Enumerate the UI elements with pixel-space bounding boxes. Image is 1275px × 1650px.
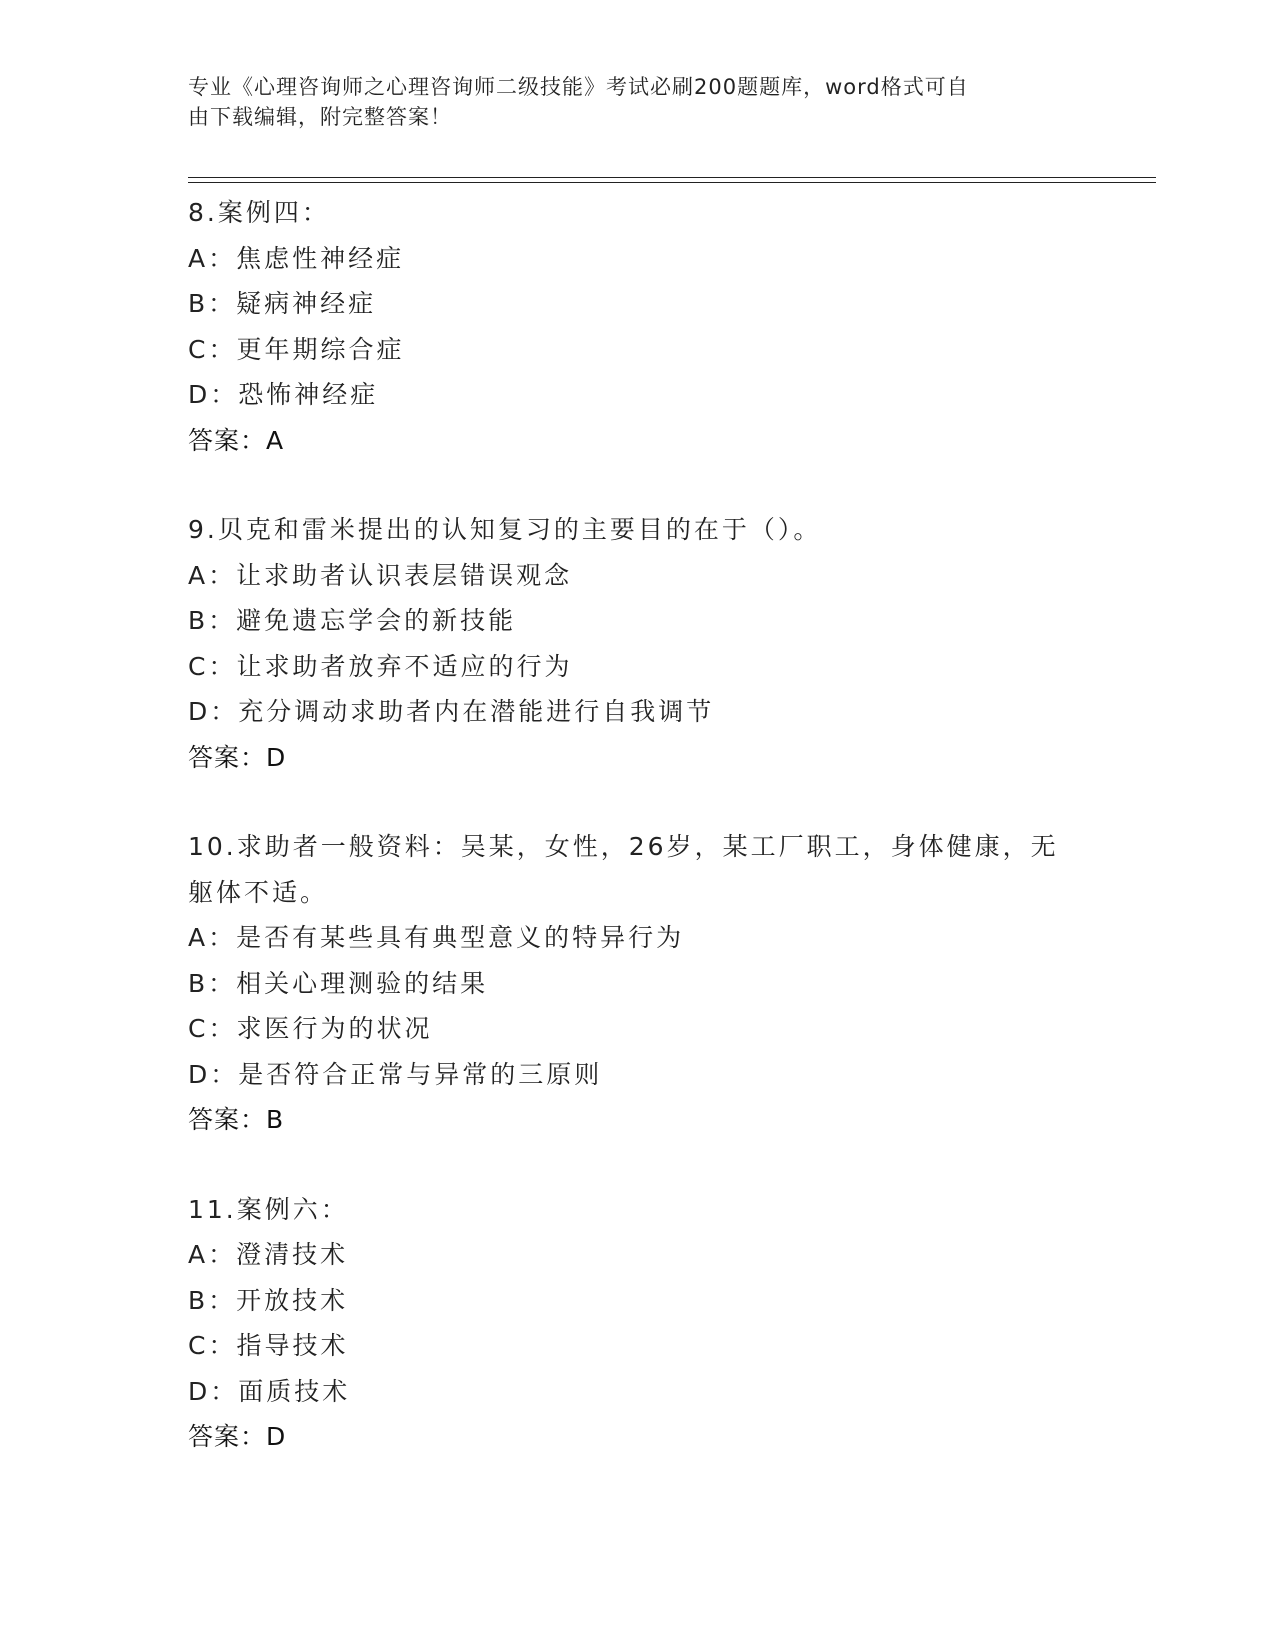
option-a: A：是否有某些具有典型意义的特异行为 [188, 923, 685, 952]
option-a: A：澄清技术 [188, 1240, 349, 1269]
question-stem: 11.案例六： [188, 1194, 349, 1224]
option-b: B：相关心理测验的结果 [188, 968, 489, 998]
question-list [188, 190, 1088, 1504]
header-divider-bottom [188, 182, 1156, 183]
question-stem-continued: 躯体不适。 [188, 877, 329, 907]
question-stem: 10.求助者一般资料：吴某，女性，26岁，某工厂职工，身体健康，无 [188, 832, 1059, 861]
question-9 [188, 507, 1088, 780]
document-header [188, 72, 1088, 132]
option-c: C：指导技术 [188, 1331, 349, 1360]
option-c: C：更年期综合症 [188, 334, 405, 364]
option-d: D：面质技术 [188, 1376, 351, 1406]
answer-label: 答案：D [188, 1422, 287, 1451]
question-8 [188, 190, 1088, 463]
option-c: C：求医行为的状况 [188, 1014, 433, 1043]
question-stem: 9.贝克和雷米提出的认知复习的主要目的在于（）。 [188, 515, 822, 544]
question-stem: 8.案例四： [188, 198, 330, 227]
question-11 [188, 1187, 1088, 1460]
header-divider-top [188, 177, 1156, 178]
option-c: C：让求助者放弃不适应的行为 [188, 651, 573, 681]
answer-label: 答案：A [188, 425, 285, 455]
header-line-1: 专业《心理咨询师之心理咨询师二级技能》考试必刷200题题库，word格式可自 [188, 75, 969, 99]
option-a: A：让求助者认识表层错误观念 [188, 560, 573, 590]
option-a: A：焦虑性神经症 [188, 243, 405, 273]
answer-label: 答案：D [188, 742, 287, 772]
option-d: D：充分调动求助者内在潜能进行自我调节 [188, 697, 715, 726]
option-b: B：避免遗忘学会的新技能 [188, 606, 517, 635]
question-10 [188, 824, 1088, 1143]
option-d: D：是否符合正常与异常的三原则 [188, 1059, 603, 1089]
header-line-2: 由下载编辑，附完整答案！ [188, 105, 452, 129]
option-d: D：恐怖神经症 [188, 380, 379, 409]
option-b: B：疑病神经症 [188, 289, 377, 318]
option-b: B：开放技术 [188, 1285, 349, 1315]
answer-label: 答案：B [188, 1105, 285, 1134]
